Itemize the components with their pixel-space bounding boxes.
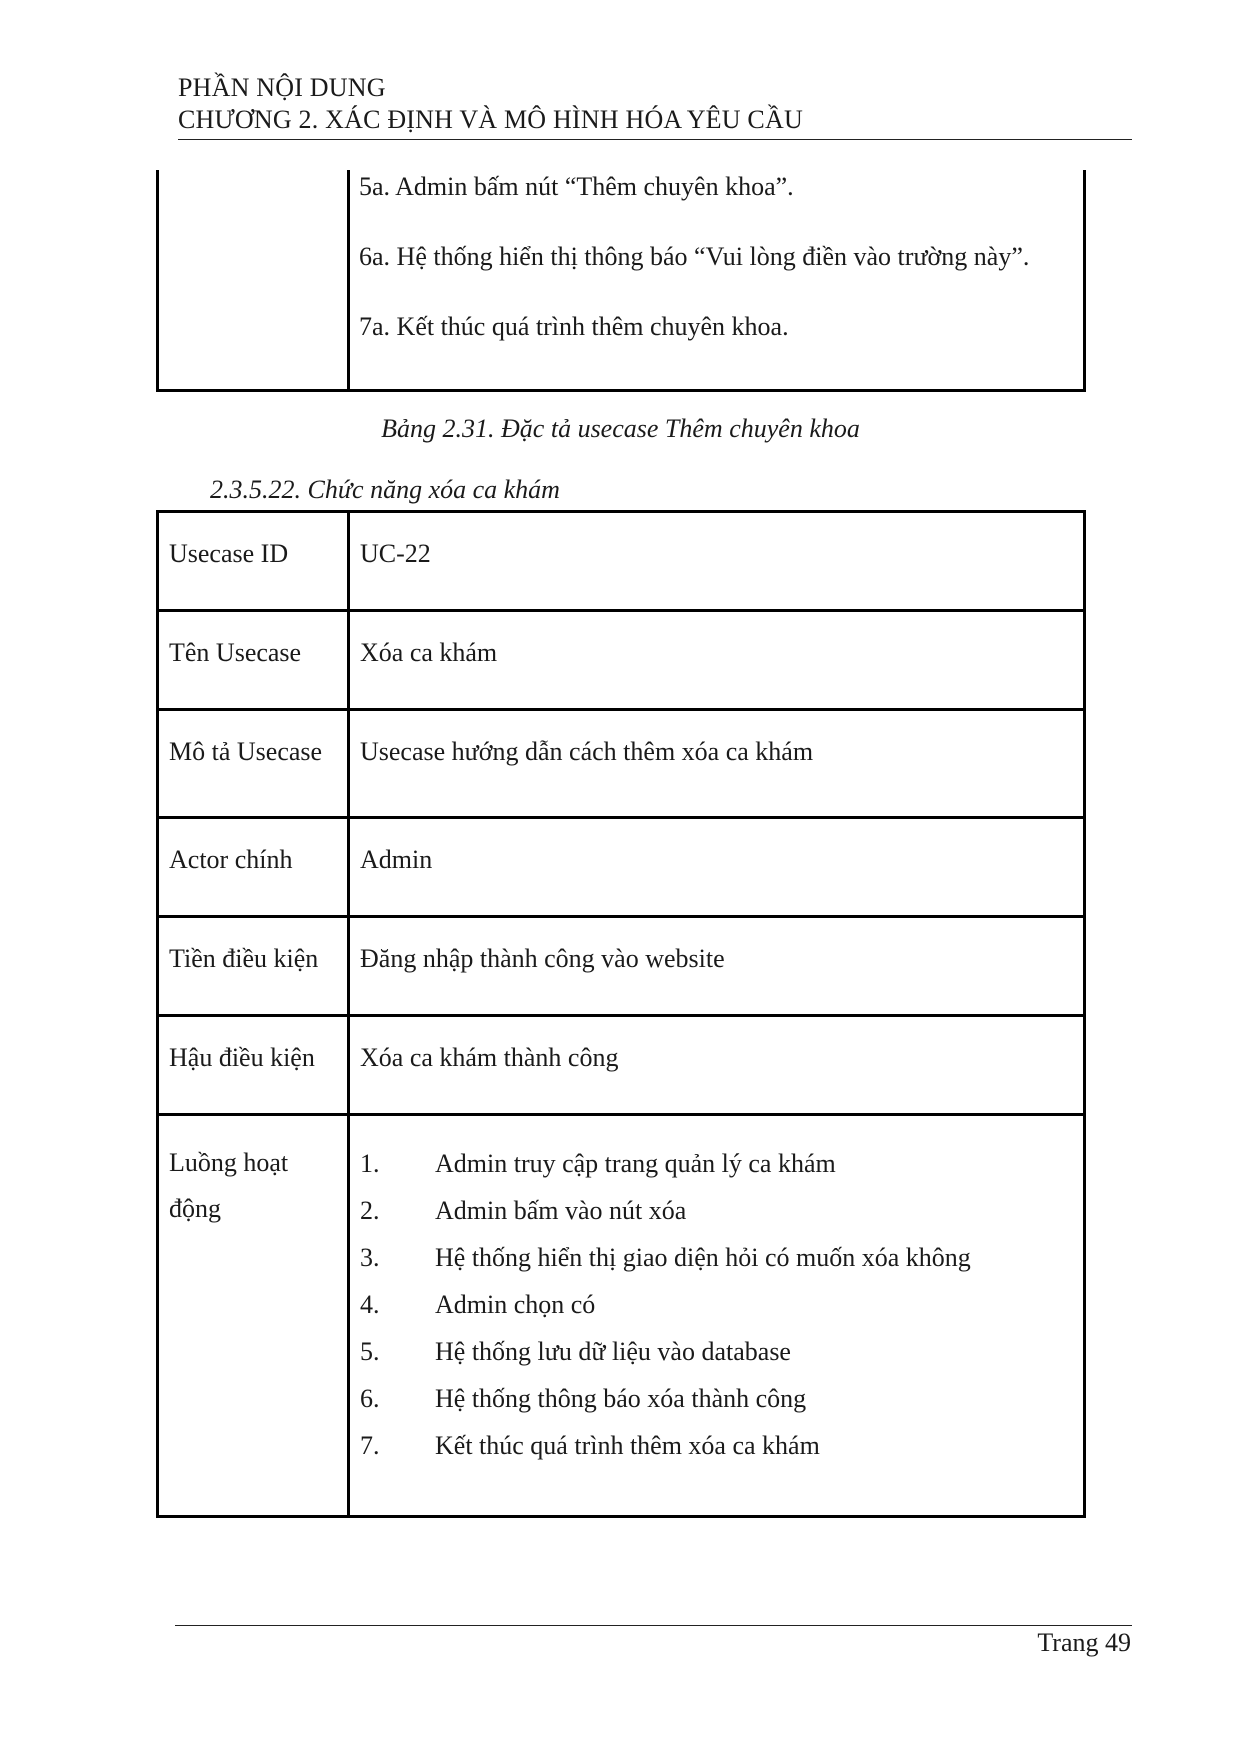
step-number: 3.	[360, 1243, 380, 1272]
row-label: Tiền điều kiện	[158, 917, 349, 1016]
table-row	[158, 917, 1085, 1016]
step-number: 1.	[360, 1149, 380, 1178]
row-value: Xóa ca khám	[349, 611, 1085, 710]
alt-step-6a: 6a. Hệ thống hiển thị thông báo “Vui lòng điền vào trường này”.	[359, 242, 1030, 271]
header-part-title: PHẦN NỘI DUNG	[178, 73, 386, 102]
step-text: Kết thúc quá trình thêm xóa ca khám	[435, 1431, 820, 1460]
flow-step	[360, 1234, 1073, 1281]
row-value: UC-22	[349, 512, 1085, 611]
step-text: Admin truy cập trang quản lý ca khám	[435, 1149, 836, 1178]
step-number: 4.	[360, 1290, 380, 1319]
row-label: Actor chính	[158, 818, 349, 917]
row-label: Mô tả Usecase	[158, 710, 349, 818]
previous-table-continuation	[156, 170, 1086, 392]
step-text: Hệ thống hiển thị giao diện hỏi có muốn xóa không	[435, 1243, 971, 1272]
row-value: Đăng nhập thành công vào website	[349, 917, 1085, 1016]
step-number: 7.	[360, 1431, 380, 1460]
row-label: Hậu điều kiện	[158, 1016, 349, 1115]
table-caption: Bảng 2.31. Đặc tả usecase Thêm chuyên khoa	[381, 414, 860, 443]
table-row	[158, 512, 1085, 611]
table-row	[158, 611, 1085, 710]
flow-label	[169, 1116, 337, 1232]
alt-step-5a: 5a. Admin bấm nút “Thêm chuyên khoa”.	[359, 172, 794, 201]
flow-steps-list	[360, 1116, 1073, 1515]
step-number: 6.	[360, 1384, 380, 1413]
flow-label-line-2: động	[169, 1194, 221, 1223]
flow-step	[360, 1187, 1073, 1234]
row-value: Admin	[349, 818, 1085, 917]
step-text: Hệ thống lưu dữ liệu vào database	[435, 1337, 791, 1366]
step-number: 2.	[360, 1196, 380, 1225]
flow-steps-cell	[349, 1115, 1085, 1517]
step-number: 5.	[360, 1337, 380, 1366]
table-row-flow	[158, 1115, 1085, 1517]
row-label: Usecase ID	[158, 512, 349, 611]
table-row	[158, 710, 1085, 818]
table-row	[158, 818, 1085, 917]
page-header	[178, 72, 1128, 136]
page-number: Trang 49	[1037, 1628, 1131, 1657]
step-text: Admin bấm vào nút xóa	[435, 1196, 687, 1225]
table-column-divider	[347, 170, 350, 389]
row-label: Tên Usecase	[158, 611, 349, 710]
step-text: Admin chọn có	[435, 1290, 596, 1319]
row-value: Xóa ca khám thành công	[349, 1016, 1085, 1115]
row-value: Usecase hướng dẫn cách thêm xóa ca khám	[349, 710, 1085, 818]
flow-step	[360, 1281, 1073, 1328]
flow-step	[360, 1422, 1073, 1469]
table-row	[158, 1016, 1085, 1115]
section-heading: 2.3.5.22. Chức năng xóa ca khám	[210, 475, 560, 504]
flow-step	[360, 1375, 1073, 1422]
step-text: Hệ thống thông báo xóa thành công	[435, 1384, 807, 1413]
usecase-spec-table	[156, 510, 1086, 1518]
flow-step	[360, 1140, 1073, 1187]
footer-divider	[175, 1625, 1132, 1626]
header-divider	[178, 139, 1132, 140]
flow-step	[360, 1328, 1073, 1375]
flow-label-line-1: Luồng hoạt	[169, 1148, 289, 1177]
alt-step-7a: 7a. Kết thúc quá trình thêm chuyên khoa.	[359, 312, 789, 341]
flow-label-cell	[158, 1115, 349, 1517]
header-chapter-title: CHƯƠNG 2. XÁC ĐỊNH VÀ MÔ HÌNH HÓA YÊU CẦU	[178, 105, 803, 134]
